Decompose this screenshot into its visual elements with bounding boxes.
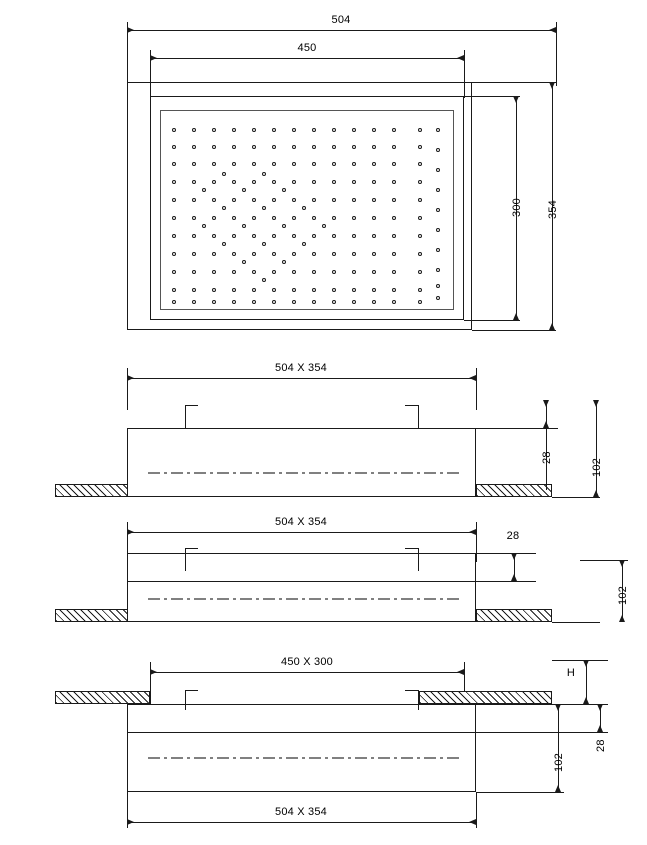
ceiling-hatch-right-s2	[476, 609, 552, 622]
ceiling-hatch-left-s3	[55, 691, 150, 704]
dim-label-102-s1: 102	[591, 458, 603, 477]
dim-label-504x354-s2: 504 X 354	[275, 516, 327, 528]
dim-label-450: 450	[297, 42, 317, 54]
center-line-s3	[148, 757, 460, 759]
dim-label-28-s1: 28	[541, 451, 553, 464]
dim-label-102-s2: 102	[617, 586, 629, 605]
dim-label-28-s2: 28	[506, 530, 520, 542]
dim-label-450x300-s3: 450 X 300	[281, 656, 333, 668]
body-section-s1	[127, 428, 476, 497]
ceiling-hatch-right-s1	[476, 484, 552, 497]
dim-label-504x354-s1: 504 X 354	[275, 362, 327, 374]
plate-top-line-s3	[127, 732, 476, 733]
center-line-s2	[148, 598, 460, 600]
body-section-s2	[127, 553, 476, 622]
ceiling-hatch-left-s1	[55, 484, 129, 497]
ceiling-hatch-right-s3	[419, 691, 552, 704]
dim-label-102-s3: 102	[553, 753, 565, 772]
dim-label-504: 504	[331, 14, 351, 26]
plan-spray-field	[160, 110, 454, 310]
dim-label-504x354-s3: 504 X 354	[275, 806, 327, 818]
dim-label-354: 354	[547, 200, 559, 219]
ceiling-hatch-left-s2	[55, 609, 129, 622]
dim-label-300: 300	[511, 198, 523, 217]
dim-label-28-s3: 28	[595, 739, 607, 752]
plate-top-line-s2	[127, 581, 476, 582]
body-section-s3	[127, 704, 476, 792]
dim-label-H: H	[566, 667, 576, 679]
center-line-s1	[148, 472, 460, 474]
